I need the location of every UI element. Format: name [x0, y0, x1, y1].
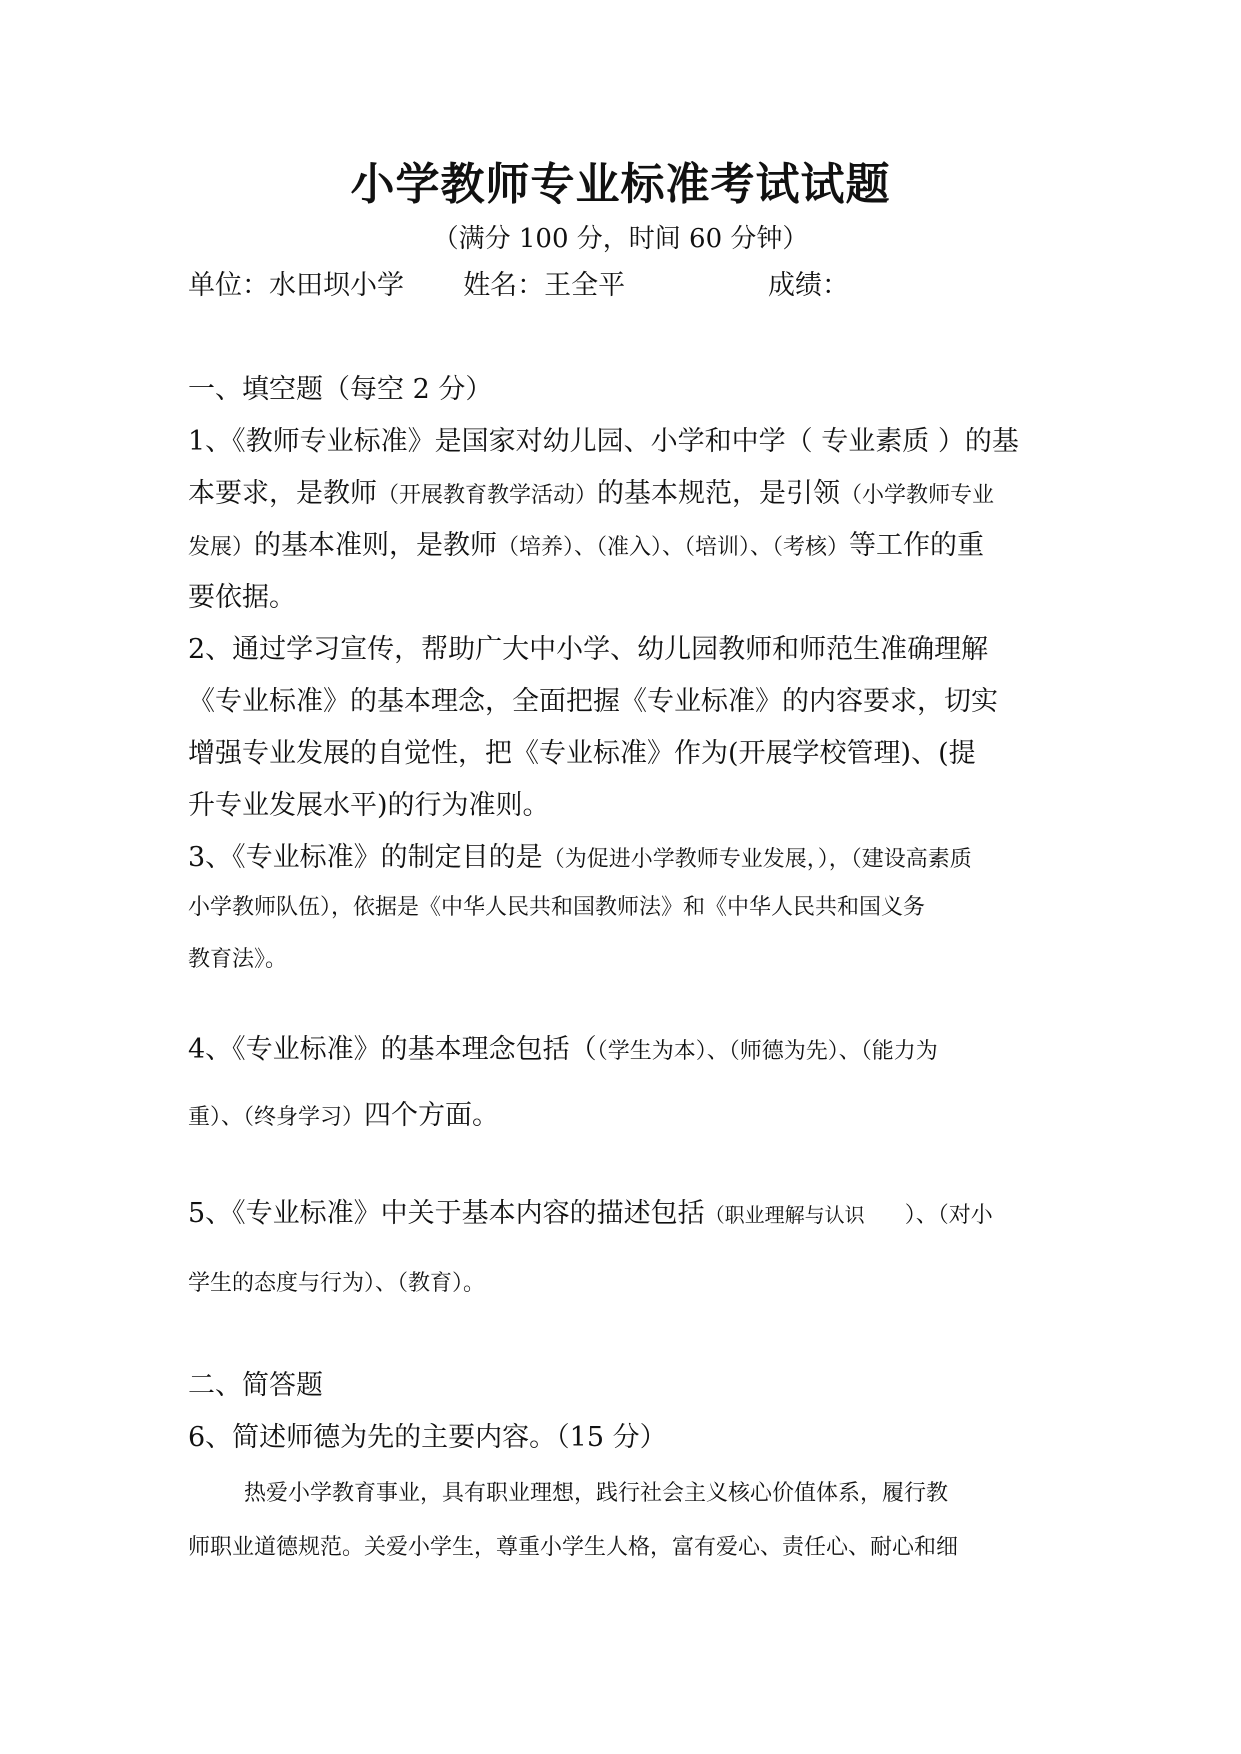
- q2-line-3: 增强专业发展的自觉性，把《专业标准》作为(开展学校管理)、(提: [188, 738, 976, 769]
- q2-line-1: 2、通过学习宣传，帮助广大中小学、幼儿园教师和师范生准确理解: [188, 634, 989, 665]
- q4-text: 4、《专业标准》的基本理念包括（: [188, 1034, 597, 1065]
- q5-answer: （职业理解与认识: [704, 1203, 865, 1227]
- q3-text: 3、《专业标准》的制定目的是: [188, 842, 543, 873]
- q6-answer-line-2: 师职业道德规范。关爱小学生，尊重小学生人格，富有爱心、责任心、耐心和细: [188, 1535, 959, 1560]
- exam-subtitle: （满分 100 分，时间 60 分钟）: [432, 224, 809, 254]
- q4-line-1: [188, 1032, 938, 1070]
- q1-line-1: 1、《教师专业标准》是国家对幼儿园、小学和中学（ 专业素质 ）的基: [188, 426, 1019, 457]
- q3-answer: 小学教师队伍）: [188, 895, 332, 920]
- q5-text: 5、《专业标准》中关于基本内容的描述包括: [188, 1198, 705, 1229]
- q6-answer-line-1: 热爱小学教育事业，具有职业理想，践行社会主义核心价值体系，履行教: [244, 1481, 949, 1506]
- q2-line-2: 《专业标准》的基本理念，全面把握《专业标准》的内容要求，切实: [188, 686, 998, 717]
- q1-text: 的基本准则，是教师: [254, 530, 498, 561]
- q2-line-4: 升专业发展水平)的行为准则。: [188, 790, 550, 821]
- q3-answer: （为促进小学教师专业发展，），（建设高素质: [542, 847, 972, 872]
- q1-line-4: 要依据。: [188, 582, 296, 613]
- q1-line-2: [188, 476, 994, 514]
- q4-text: 四个方面。: [364, 1100, 500, 1131]
- q1-answer-2: 发展）: [188, 535, 255, 560]
- q4-answer: 重）、（终身学习）: [188, 1105, 365, 1130]
- q3-line-1: [188, 840, 972, 878]
- q5-answer: ）、（对小: [904, 1203, 993, 1228]
- q1-text: 的基本规范，是引领: [597, 478, 841, 509]
- q1-answer-2: （小学教师专业: [840, 483, 995, 508]
- exam-title: 小学教师专业标准考试试题: [350, 159, 891, 210]
- q4-line-2: [188, 1098, 499, 1136]
- name-field: 姓名：王全平: [463, 270, 626, 301]
- q1-line-3: [188, 528, 984, 566]
- unit-field: 单位：水田坝小学: [188, 270, 404, 301]
- score-field: 成绩：: [768, 270, 849, 301]
- q1-answer-3: （培养）、（准入）、（培训）、（考核）: [497, 535, 850, 560]
- section1-heading: 一、填空题（每空 2 分）: [188, 374, 493, 405]
- q5-line-1: [188, 1196, 993, 1234]
- q6-title: 6、简述师德为先的主要内容。（15 分）: [188, 1422, 667, 1453]
- q5-line-2: 学生的态度与行为）、（教育）。: [188, 1271, 486, 1296]
- q1-text: 等工作的重: [849, 530, 985, 561]
- q1-answer-1: （开展教育教学活动）: [377, 483, 598, 508]
- q3-line-3: 教育法》。: [188, 947, 288, 972]
- q3-text: ，依据是《中华人民共和国教师法》和《中华人民共和国义务: [331, 895, 926, 920]
- q4-answer: （学生为本）、（师德为先）、（能力为: [596, 1039, 938, 1064]
- section2-heading: 二、简答题: [188, 1370, 323, 1401]
- q3-line-2: [188, 890, 925, 926]
- info-line: [188, 268, 625, 304]
- q1-text: 本要求，是教师: [188, 478, 377, 509]
